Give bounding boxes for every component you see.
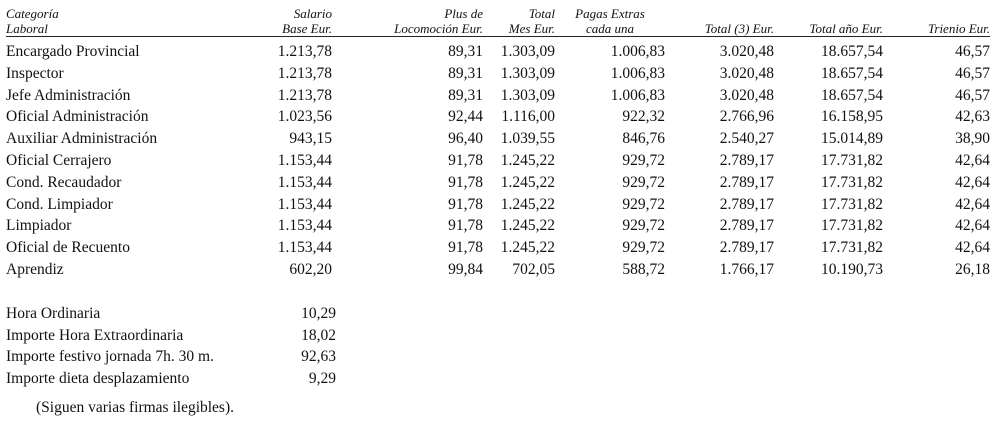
cell-salario-base: 1.153,44 [277,239,332,257]
cell-categoria: Cond. Limpiador [6,195,113,213]
cell-trienio: 42,63 [955,108,990,126]
cell-trienio: 42,64 [955,195,990,213]
cell-total-ano: 10.190,73 [821,260,883,278]
cell-plus-locomocion: 91,78 [448,239,483,257]
cell-total-ano: 17.731,82 [821,217,883,235]
table-row [6,259,990,281]
rate-label: Importe festivo jornada 7h. 30 m. [6,348,214,365]
rate-label: Importe Hora Extraordinaria [6,326,184,344]
cell-total-ano: 17.731,82 [821,173,883,191]
rate-label: Hora Ordinaria [6,305,101,322]
header-plus-locomocion: Plus de Locomoción Eur. [332,2,483,37]
table-row [6,85,990,107]
cell-total-3: 2.766,96 [719,108,774,126]
cell-salario-base: 1.153,44 [277,173,332,191]
cell-trienio: 38,90 [955,130,990,148]
cell-pagas-extras: 846,76 [622,130,665,148]
rate-value: 18,02 [301,326,336,344]
header-categoria: Categoría Laboral [6,2,231,37]
rate-row [6,368,336,390]
cell-plus-locomocion: 89,31 [448,43,483,60]
cell-pagas-extras: 929,72 [622,239,665,257]
header-pagas-extras: Pagas Extras cada una [555,2,665,37]
cell-total-mes: 1.116,00 [501,108,555,126]
table-row [6,128,990,150]
cell-plus-locomocion: 91,78 [448,151,483,169]
cell-total-ano: 15.014,89 [821,130,883,148]
cell-total-ano: 16.158,95 [821,108,883,126]
cell-salario-base: 1.153,44 [277,217,332,235]
cell-salario-base: 1.213,78 [277,86,332,104]
cell-categoria: Auxiliar Administración [6,130,158,148]
cell-plus-locomocion: 99,84 [448,260,483,278]
cell-total-3: 2.789,17 [719,151,774,169]
cell-trienio: 42,64 [955,239,990,257]
signatures-note: (Siguen varias firmas ilegibles). [36,399,235,416]
header-trienio: Trienio Eur. [883,2,990,37]
table-row [6,172,990,194]
cell-total-mes: 1.245,22 [500,195,555,213]
cell-total-ano: 18.657,54 [821,86,883,104]
cell-total-ano: 17.731,82 [821,151,883,169]
rate-label: Importe dieta desplazamiento [6,369,190,387]
cell-trienio: 46,57 [955,43,990,60]
table-row [6,37,990,63]
cell-pagas-extras: 929,72 [622,195,665,213]
cell-categoria: Encargado Provincial [6,43,140,60]
rate-row [6,346,336,368]
cell-trienio: 42,64 [955,151,990,169]
cell-salario-base: 1.023,56 [277,108,332,126]
cell-categoria: Oficial de Recuento [6,239,130,257]
cell-pagas-extras: 1.006,83 [610,43,665,60]
cell-total-ano: 18.657,54 [821,43,883,60]
cell-plus-locomocion: 89,31 [448,64,483,82]
cell-total-3: 3.020,48 [719,64,774,82]
cell-total-mes: 1.303,09 [500,43,555,60]
table-row [6,63,990,85]
table-row [6,150,990,172]
cell-total-3: 3.020,48 [719,43,774,60]
cell-pagas-extras: 1.006,83 [610,86,665,104]
cell-total-mes: 1.039,55 [500,130,555,148]
cell-total-ano: 17.731,82 [821,195,883,213]
cell-categoria: Limpiador [6,217,72,235]
cell-total-mes: 1.303,09 [500,64,555,82]
cell-categoria: Jefe Administración [6,86,131,104]
rate-row [6,303,336,325]
cell-total-mes: 1.303,09 [500,86,555,104]
cell-total-mes: 1.245,22 [500,151,555,169]
table-body [6,37,990,281]
cell-salario-base: 1.153,44 [277,151,332,169]
cell-salario-base: 1.213,78 [277,43,332,60]
rate-value: 92,63 [301,348,336,365]
cell-total-mes: 1.245,22 [500,217,555,235]
cell-trienio: 26,18 [955,260,990,278]
cell-total-3: 2.789,17 [719,239,774,257]
cell-total-3: 2.789,17 [719,217,774,235]
cell-plus-locomocion: 91,78 [448,173,483,191]
cell-total-mes: 702,05 [512,260,555,278]
cell-pagas-extras: 1.006,83 [610,64,665,82]
cell-pagas-extras: 929,72 [622,151,665,169]
cell-total-mes: 1.245,22 [500,239,555,257]
table-row [6,194,990,216]
cell-plus-locomocion: 91,78 [448,217,483,235]
table-header [6,2,990,37]
cell-total-ano: 18.657,54 [821,64,883,82]
rate-row [6,325,336,347]
table-row [6,215,990,237]
header-total-3: Total (3) Eur. [665,2,774,37]
cell-salario-base: 602,20 [289,260,332,278]
cell-trienio: 46,57 [955,64,990,82]
header-row [6,2,990,37]
rate-value: 9,29 [308,369,336,387]
cell-salario-base: 1.213,78 [277,64,332,82]
cell-total-ano: 17.731,82 [821,239,883,257]
header-total-ano: Total año Eur. [774,2,883,37]
cell-plus-locomocion: 96,40 [448,130,483,148]
cell-plus-locomocion: 92,44 [448,108,483,126]
cell-categoria: Aprendiz [6,260,64,278]
cell-pagas-extras: 929,72 [622,173,665,191]
cell-plus-locomocion: 91,78 [448,195,483,213]
cell-trienio: 42,64 [955,217,990,235]
header-total-mes: Total Mes Eur. [483,2,555,37]
salary-table [6,2,990,281]
rate-value: 10,29 [301,305,336,322]
cell-salario-base: 943,15 [289,130,332,148]
cell-categoria: Inspector [6,64,64,82]
rates-list [6,303,336,389]
cell-categoria: Oficial Administración [6,108,149,126]
cell-pagas-extras: 929,72 [622,217,665,235]
cell-categoria: Oficial Cerrajero [6,151,112,169]
cell-total-3: 2.789,17 [719,195,774,213]
cell-total-3: 3.020,48 [719,86,774,104]
cell-plus-locomocion: 89,31 [448,86,483,104]
header-salario-base: Salario Base Eur. [231,2,332,37]
cell-categoria: Cond. Recaudador [6,173,122,191]
cell-salario-base: 1.153,44 [277,195,332,213]
cell-pagas-extras: 922,32 [622,108,665,126]
cell-total-mes: 1.245,22 [500,173,555,191]
cell-total-3: 2.540,27 [719,130,774,148]
table-row [6,237,990,259]
table-row [6,106,990,128]
cell-trienio: 42,64 [955,173,990,191]
cell-total-3: 2.789,17 [719,173,774,191]
cell-total-3: 1.766,17 [719,260,774,278]
cell-trienio: 46,57 [955,86,990,104]
cell-pagas-extras: 588,72 [622,260,665,278]
